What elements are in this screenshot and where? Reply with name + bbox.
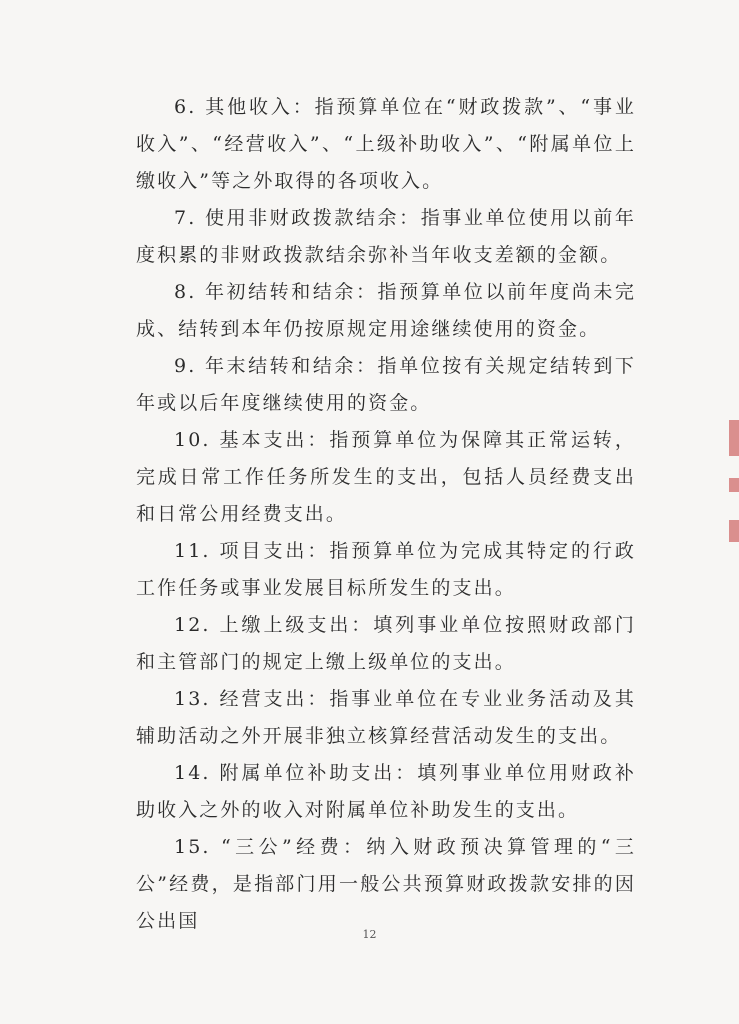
paragraph-12: 12. 上缴上级支出：填列事业单位按照财政部门和主管部门的规定上缴上级单位的支出。: [136, 614, 636, 673]
paragraph-8: 8. 年初结转和结余：指预算单位以前年度尚未完成、结转到本年仍按原规定用途继续使用的资金。: [136, 281, 636, 340]
seal-edge-mark: [729, 420, 739, 456]
seal-edge-mark: [729, 478, 739, 492]
seal-edge-mark: [729, 520, 739, 542]
paragraph-15: 15. “三公”经费：纳入财政预决算管理的“三公”经费，是指部门用一般公共预算财政拨款安排的因公出国: [136, 836, 636, 932]
paragraph-7: 7. 使用非财政拨款结余：指事业单位使用以前年度积累的非财政拨款结余弥补当年收支差额的金额。: [136, 207, 636, 266]
paragraph-11: 11. 项目支出：指预算单位为完成其特定的行政工作任务或事业发展目标所发生的支出。: [136, 540, 636, 599]
paragraph-14: 14. 附属单位补助支出：填列事业单位用财政补助收入之外的收入对附属单位补助发生的支出。: [136, 762, 636, 821]
page-number: 12: [362, 928, 377, 941]
paragraph-9: 9. 年末结转和结余：指单位按有关规定结转到下年或以后年度继续使用的资金。: [136, 355, 636, 414]
paragraph-6: 6. 其他收入：指预算单位在“财政拨款”、“事业收入”、“经营收入”、“上级补助收入”、“附属单位上缴收入”等之外取得的各项收入。: [136, 96, 636, 192]
paragraph-13: 13. 经营支出：指事业单位在专业业务活动及其辅助活动之外开展非独立核算经营活动发生的支出。: [136, 688, 636, 747]
paragraph-10: 10. 基本支出：指预算单位为保障其正常运转，完成日常工作任务所发生的支出，包括人员经费支出和日常公用经费支出。: [136, 429, 636, 525]
